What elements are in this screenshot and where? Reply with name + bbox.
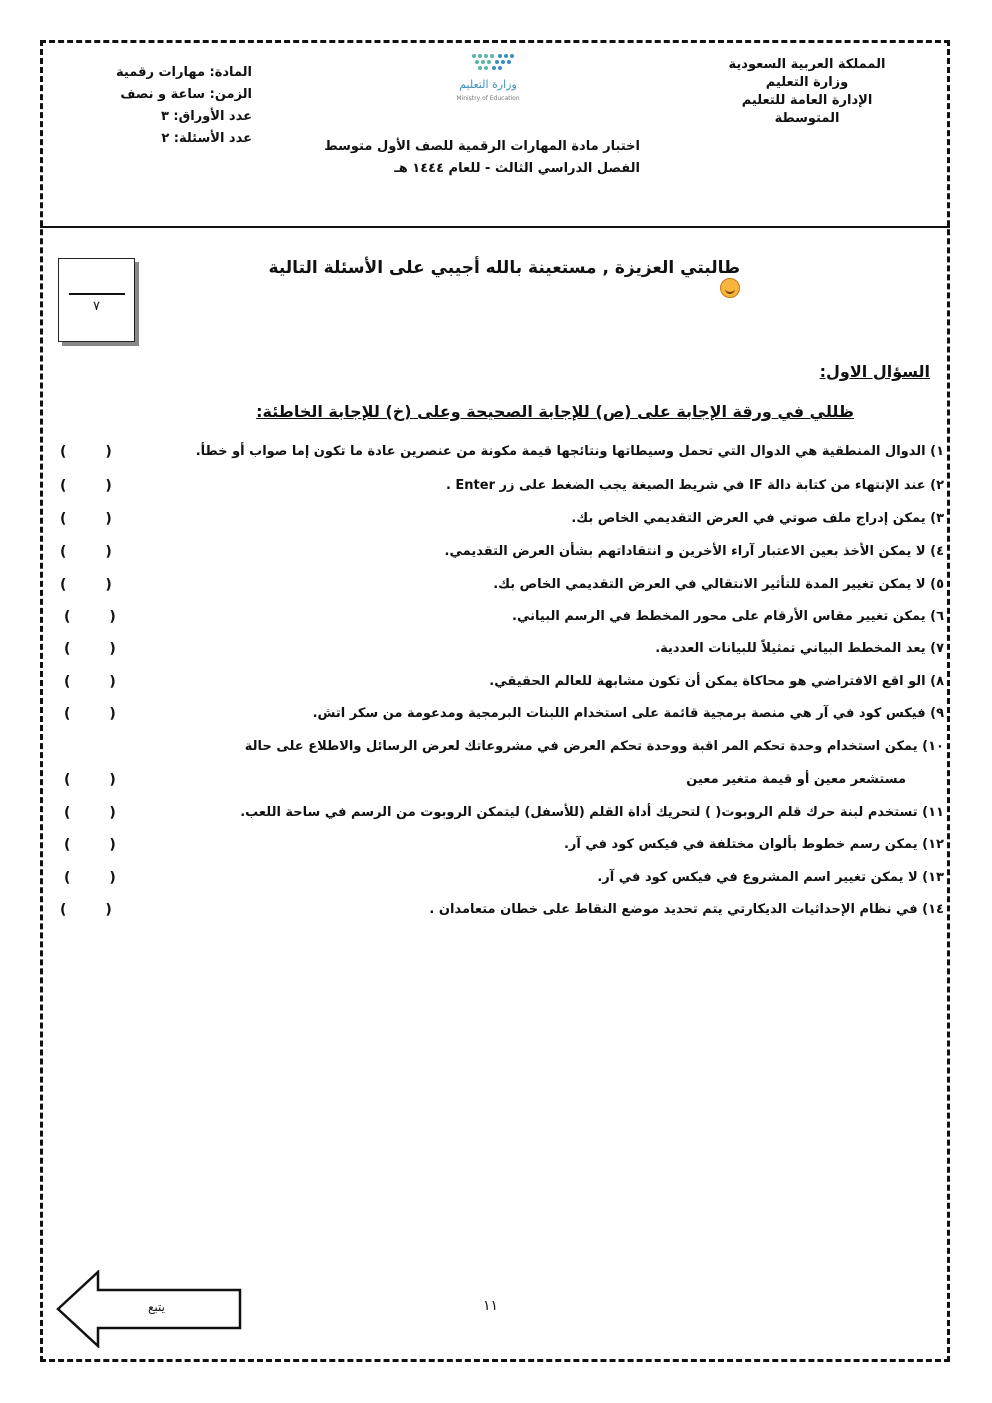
next-page-label[interactable]: يتبع: [148, 1300, 165, 1314]
question-3: ٣) يمكن إدراج ملف صوتي في العرض التقديمي الخاص بك.: [571, 511, 944, 526]
logo-text-en: Ministry of Education: [456, 95, 520, 102]
question-4: ٤) لا يمكن الأخذ بعين الاعتبار آراء الأخرين و انتقاداتهم بشأن العرض التقديمي.: [444, 544, 944, 559]
question-7: ٧) يعد المخطط البياني تمثيلاً للبيانات العددية.: [655, 641, 944, 656]
duration-label: الزمن: ساعة و نصف: [120, 87, 252, 102]
question-14: ١٤) في نظام الإحداثيات الديكارتي يتم تحديد موضع النقاط على خطان متعامدان .: [429, 902, 944, 917]
ministry-logo: [428, 50, 548, 106]
header-divider: [40, 226, 950, 228]
question-6: ٦) يمكن تغيير مقاس الأرقام على محور المخطط في الرسم البياني.: [512, 609, 944, 624]
answer-blank-13[interactable]: ( ): [64, 870, 116, 886]
answer-blank-10[interactable]: ( ): [64, 772, 116, 788]
header-exam-info: [92, 62, 252, 150]
answer-blank-11[interactable]: ( ): [64, 805, 116, 821]
question-8: ٨) الو اقع الافتراضي هو محاكاة يمكن أن تكون مشابهة للعالم الحقيقي.: [489, 674, 944, 689]
header-institution: [712, 56, 902, 128]
answer-blank-8[interactable]: ( ): [64, 674, 116, 690]
page-border: [40, 40, 950, 1362]
question-1: ١) الدوال المنطقية هي الدوال التي تحمل وسيطاتها ونتائجها قيمة مكونة من عنصرين عادة ما تكون إما صواب أو خطأ.: [195, 444, 944, 459]
header-school: المتوسطة: [774, 111, 840, 126]
answer-blank-12[interactable]: ( ): [64, 837, 116, 853]
greeting-text: طالبتي العزيزة , مستعينة بالله أجيبي على الأسئلة التالية: [268, 258, 740, 278]
score-box: [58, 258, 135, 342]
header-country: المملكة العربية السعودية: [728, 57, 886, 72]
exam-title: [300, 136, 640, 180]
exam-title-line2: الفصل الدراسي الثالث - للعام ١٤٤٤ هـ: [394, 161, 640, 176]
question-10: ١٠) يمكن استخدام وحدة تحكم المر اقبة ووحدة تحكم العرض في مشروعاتك لعرض الرسائل والاطلاع على حالة: [244, 739, 944, 754]
question-9: ٩) فيكس كود في آر هي منصة برمجية قائمة على استخدام اللبنات البرمجية ومدعومة من سكر اتش.: [312, 706, 944, 721]
answer-blank-5[interactable]: ( ): [60, 577, 112, 593]
exam-title-line1: اختبار مادة المهارات الرقمية للصف الأول متوسط: [324, 139, 640, 154]
answer-blank-3[interactable]: ( ): [60, 511, 112, 527]
section-title: السؤال الاول:: [819, 362, 930, 381]
greeting: [260, 258, 740, 298]
smiley-icon: [720, 278, 740, 298]
question-12: ١٢) يمكن رسم خطوط بألوان مختلفة في فيكس كود في آر.: [563, 837, 944, 852]
answer-blank-1[interactable]: ( ): [60, 444, 112, 460]
page-number: ١١: [483, 1298, 499, 1314]
score-total: ٧: [93, 299, 100, 314]
subject-label: المادة: مهارات رقمية: [116, 65, 252, 80]
header-ministry: وزارة التعليم: [765, 75, 849, 90]
answer-blank-4[interactable]: ( ): [60, 544, 112, 560]
header-directorate: الإدارة العامة للتعليم: [741, 93, 873, 108]
question-5: ٥) لا يمكن تغيير المدة للتأثير الانتقالي في العرض التقديمي الخاص بك.: [493, 577, 944, 592]
answer-blank-7[interactable]: ( ): [64, 641, 116, 657]
score-fraction-line: [69, 293, 125, 295]
pages-count-label: عدد الأوراق: ٣: [160, 109, 252, 124]
question-2: ٢) عند الإنتهاء من كتابة دالة IF في شريط الصيغة يجب الضغط على زر Enter .: [445, 478, 944, 493]
question-10-continued: مستشعر معين أو قيمة متغير معين: [686, 772, 906, 787]
section-instruction: ظللي في ورقة الإجابة على (ص) للإجابة الصحيحة وعلى (خ) للإجابة الخاطئة:: [256, 402, 854, 421]
question-13: ١٣) لا يمكن تغيير اسم المشروع في فيكس كود في آر.: [597, 870, 944, 885]
answer-blank-2[interactable]: ( ): [60, 478, 112, 494]
logo-text-ar: وزارة التعليم: [459, 78, 517, 91]
questions-count-label: عدد الأسئلة: ٢: [161, 131, 252, 146]
answer-blank-14[interactable]: ( ): [60, 902, 112, 918]
question-11: ١١) تستخدم لبنة حرك قلم الروبوت( ) لتحريك أداة القلم (للأسفل) ليتمكن الروبوت من الرسم في ساحة اللعب.: [240, 805, 944, 820]
answer-blank-6[interactable]: ( ): [64, 609, 116, 625]
answer-blank-9[interactable]: ( ): [64, 706, 116, 722]
